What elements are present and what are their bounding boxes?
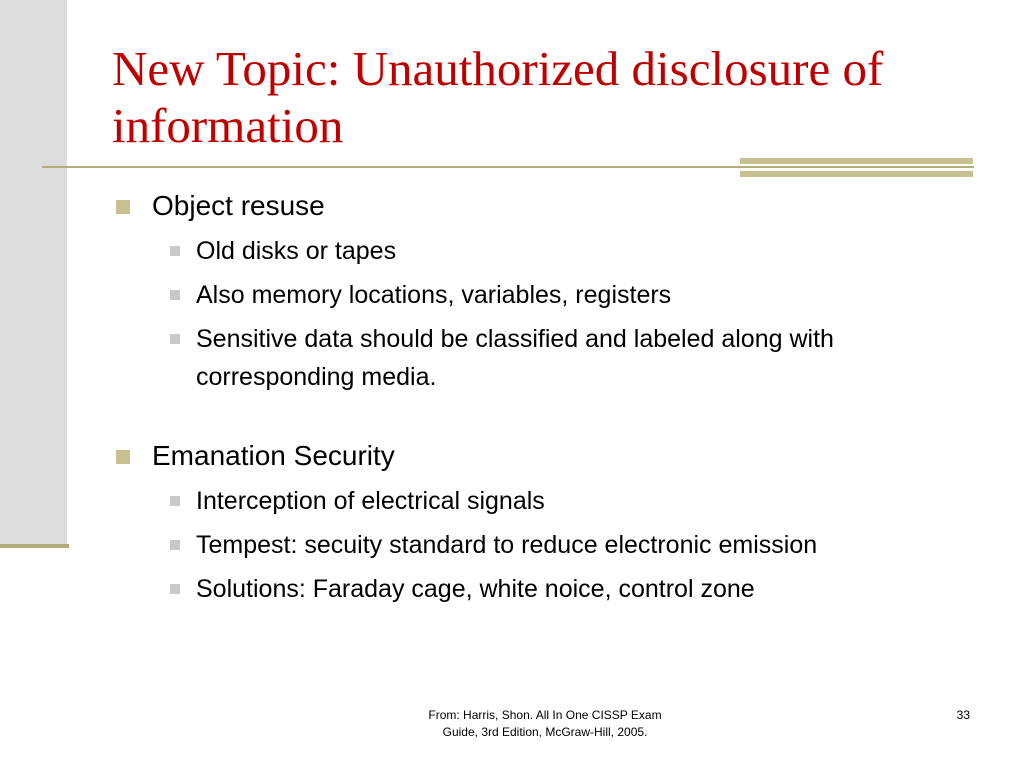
slide-body	[116, 186, 996, 608]
citation-line: From: Harris, Shon. All In One CISSP Exam	[428, 708, 662, 722]
bullet-text: Object resuse	[152, 190, 325, 221]
sub-bullet	[164, 482, 996, 520]
section-spacer	[116, 396, 996, 436]
sub-bullet	[164, 232, 996, 270]
square-bullet-icon	[170, 290, 180, 300]
left-bar-accent-line	[0, 544, 69, 548]
square-bullet-icon	[170, 584, 180, 594]
sub-bullet	[164, 570, 996, 608]
square-bullet-icon	[170, 334, 180, 344]
citation-line: Guide, 3rd Edition, McGraw-Hill, 2005.	[442, 725, 648, 739]
source-citation	[380, 707, 710, 741]
square-bullet-icon	[170, 540, 180, 550]
square-bullet-icon	[170, 496, 180, 506]
sub-bullet-text: Tempest: secuity standard to reduce electronic emission	[196, 531, 818, 559]
divider-stripe	[740, 171, 973, 177]
square-bullet-icon	[170, 246, 180, 256]
title-divider-accent	[740, 158, 973, 178]
sub-bullet-text: Solutions: Faraday cage, white noice, control zone	[196, 575, 755, 603]
square-bullet-icon	[116, 200, 130, 214]
divider-stripe	[740, 158, 973, 164]
sub-bullet	[164, 276, 996, 314]
left-decorative-bar	[0, 0, 67, 546]
page-number: 33	[956, 708, 970, 722]
bullet-text: Emanation Security	[152, 440, 395, 471]
slide-title: New Topic: Unauthorized disclosure of information	[112, 41, 884, 153]
sub-bullet	[164, 320, 996, 396]
sub-bullet	[164, 526, 996, 564]
sub-bullet-text: Old disks or tapes	[196, 237, 397, 265]
sub-bullet-text: Interception of electrical signals	[196, 487, 545, 515]
square-bullet-icon	[116, 450, 130, 464]
bullet-object-reuse	[116, 186, 996, 226]
sub-bullet-text: Sensitive data should be classified and labeled along with corresponding media.	[196, 325, 834, 391]
bullet-emanation-security	[116, 436, 996, 476]
sub-bullet-text: Also memory locations, variables, registers	[196, 281, 672, 309]
